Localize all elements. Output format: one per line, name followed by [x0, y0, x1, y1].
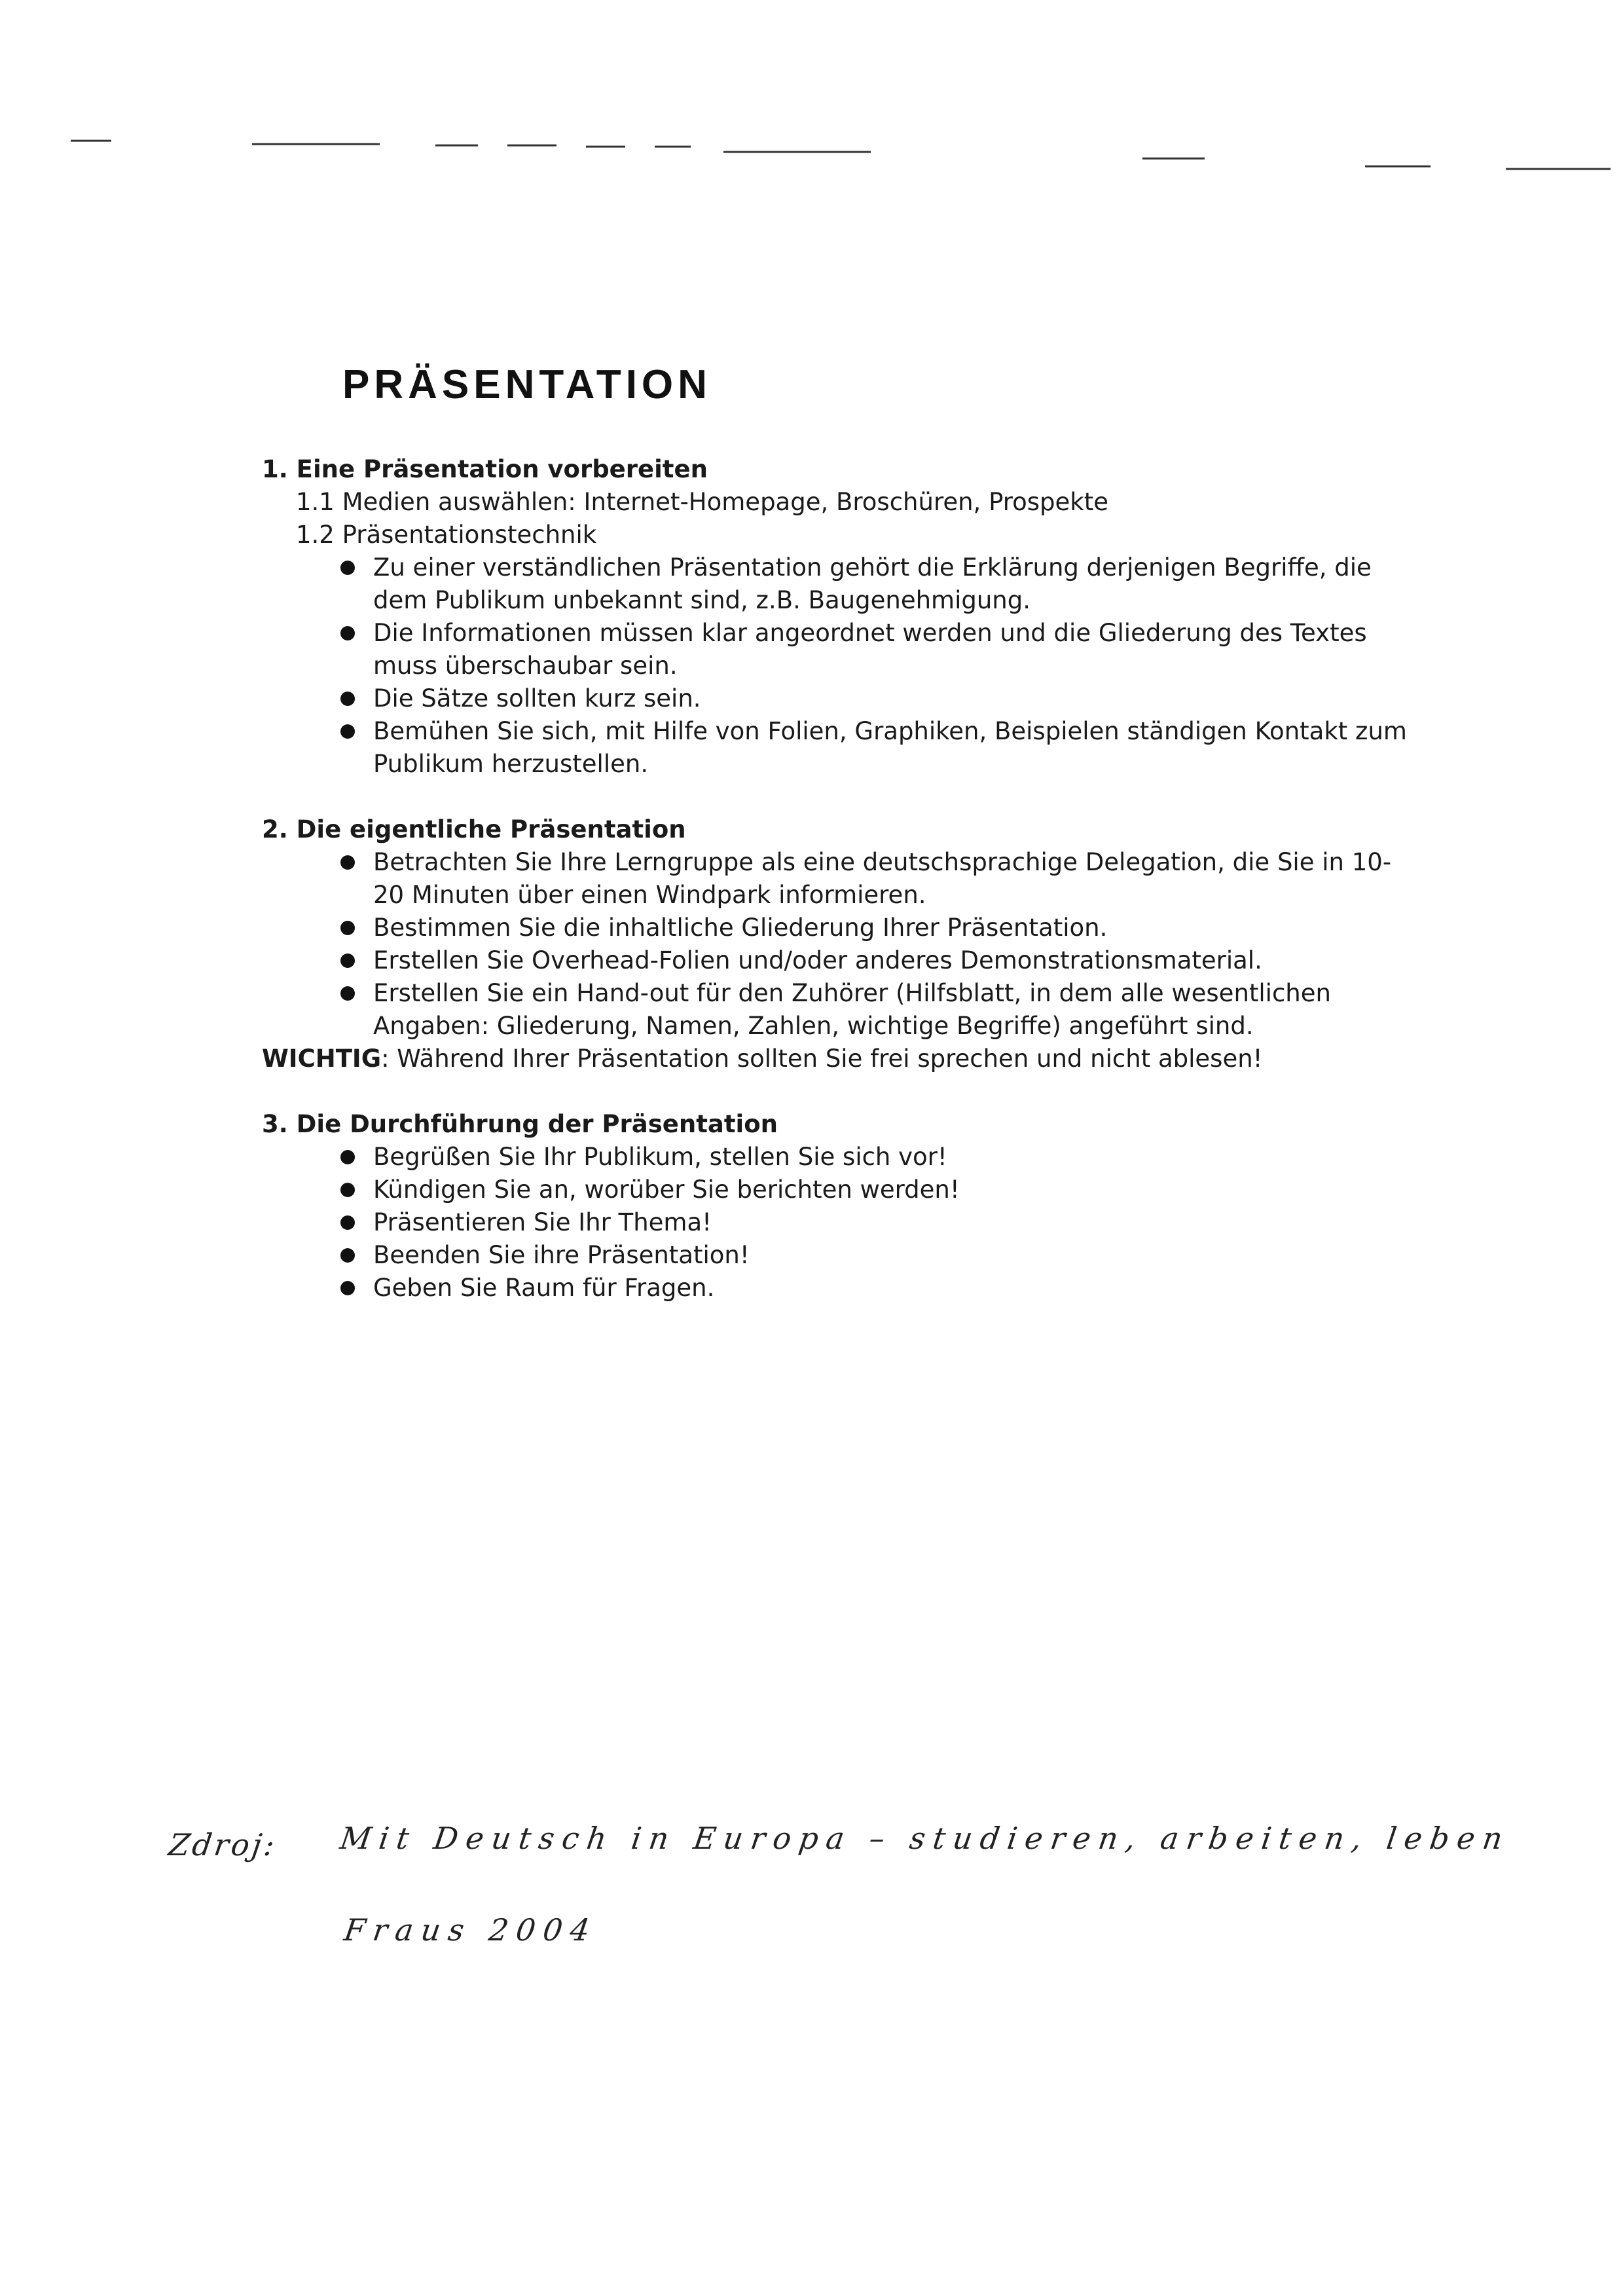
list-item: [340, 977, 1414, 1043]
list-item: [340, 715, 1414, 781]
list-item: [340, 1206, 1414, 1239]
bullet-text: Erstellen Sie Overhead-Folien und/oder anderes Demonstrationsmaterial.: [373, 946, 1262, 974]
bullet-text: Kündigen Sie an, worüber Sie berichten werden!: [373, 1176, 960, 1204]
bullet-icon: [340, 855, 355, 870]
bullet-icon: [340, 1215, 355, 1230]
section-3-bullet-list: [262, 1141, 1414, 1305]
section-3-heading: [262, 1108, 1414, 1141]
section-1-subitem: 1.1 Medien auswählen: Internet-Homepage, Broschüren, Prospekte: [296, 488, 1108, 516]
important-note: [262, 1043, 1414, 1075]
bullet-text: Bemühen Sie sich, mit Hilfe von Folien, Graphiken, Beispielen ständigen Kontakt zum Publikum herzustellen.: [373, 717, 1407, 778]
list-item: [340, 1239, 1414, 1272]
handwritten-publisher: Fraus 2004: [342, 1912, 600, 1948]
bullet-text: Die Informationen müssen klar angeordnet werden und die Gliederung des Textes muss überschaubar sein.: [373, 619, 1367, 680]
section-1-heading: 1. Eine Präsentation vorbereiten: [262, 455, 708, 483]
bullet-icon: [340, 1281, 355, 1295]
bullet-icon: [340, 692, 355, 706]
important-text: : Während Ihrer Präsentation sollten Sie frei sprechen und nicht ablesen!: [381, 1045, 1263, 1073]
list-item: [340, 1141, 1414, 1174]
section-3-heading-prefix: 3. Die: [262, 1110, 350, 1138]
important-label: WICHTIG: [262, 1045, 382, 1073]
bullet-icon: [340, 921, 355, 935]
document-body: [262, 453, 1414, 1305]
bullet-icon: [340, 986, 355, 1001]
bullet-icon: [340, 1150, 355, 1164]
list-item: [340, 846, 1414, 912]
handwritten-source-note: [166, 1807, 1544, 1978]
list-item: [340, 944, 1414, 977]
list-item: [340, 1272, 1414, 1305]
bullet-icon: [340, 561, 355, 575]
list-item: [340, 551, 1414, 617]
bullet-icon: [340, 626, 355, 640]
list-item: [340, 912, 1414, 944]
bullet-text: Präsentieren Sie Ihr Thema!: [373, 1208, 712, 1236]
bullet-icon: [340, 954, 355, 968]
bullet-icon: [340, 724, 355, 739]
section-2-bullet-list: [262, 846, 1414, 1043]
section-1-bullet-list: [262, 551, 1414, 781]
bullet-text: Die Sätze sollten kurz sein.: [373, 684, 701, 713]
list-item: [340, 682, 1414, 715]
section-3-heading-title: Durchführung der Präsentation: [350, 1110, 778, 1138]
page-title: PRÄSENTATION: [342, 362, 712, 407]
bullet-text: Geben Sie Raum für Fragen.: [373, 1274, 715, 1302]
bullet-text: Zu einer verständlichen Präsentation gehört die Erklärung derjenigen Begriffe, die dem Publikum unbekannt sind, z.B. Baugenehmigung.: [373, 553, 1372, 614]
section-1-subitem: 1.2 Präsentationstechnik: [296, 521, 597, 549]
bullet-text: Begrüßen Sie Ihr Publikum, stellen Sie sich vor!: [373, 1143, 947, 1171]
section-2-heading: 2. Die eigentliche Präsentation: [262, 815, 686, 843]
bullet-text: Erstellen Sie ein Hand-out für den Zuhörer (Hilfsblatt, in dem alle wesentlichen Angaben: Gliederung, Namen, Zahlen, wichtige Begriffe) angeführt sind.: [373, 979, 1331, 1040]
handwritten-source-title: Mit Deutsch in Europa – studieren, arbeiten, leben: [338, 1821, 1513, 1856]
bullet-text: Bestimmen Sie die inhaltliche Gliederung Ihrer Präsentation.: [373, 914, 1108, 942]
list-item: [340, 1174, 1414, 1206]
bullet-text: Beenden Sie ihre Präsentation!: [373, 1241, 750, 1269]
bullet-icon: [340, 1248, 355, 1263]
handwritten-source-label: Zdroj:: [166, 1827, 280, 1862]
bullet-text: Betrachten Sie Ihre Lerngruppe als eine deutschsprachige Delegation, die Sie in 10-20 Minuten über einen Windpark informieren.: [373, 848, 1392, 909]
list-item: [340, 617, 1414, 682]
bullet-icon: [340, 1183, 355, 1197]
scan-artifact-lines: [0, 0, 1623, 210]
